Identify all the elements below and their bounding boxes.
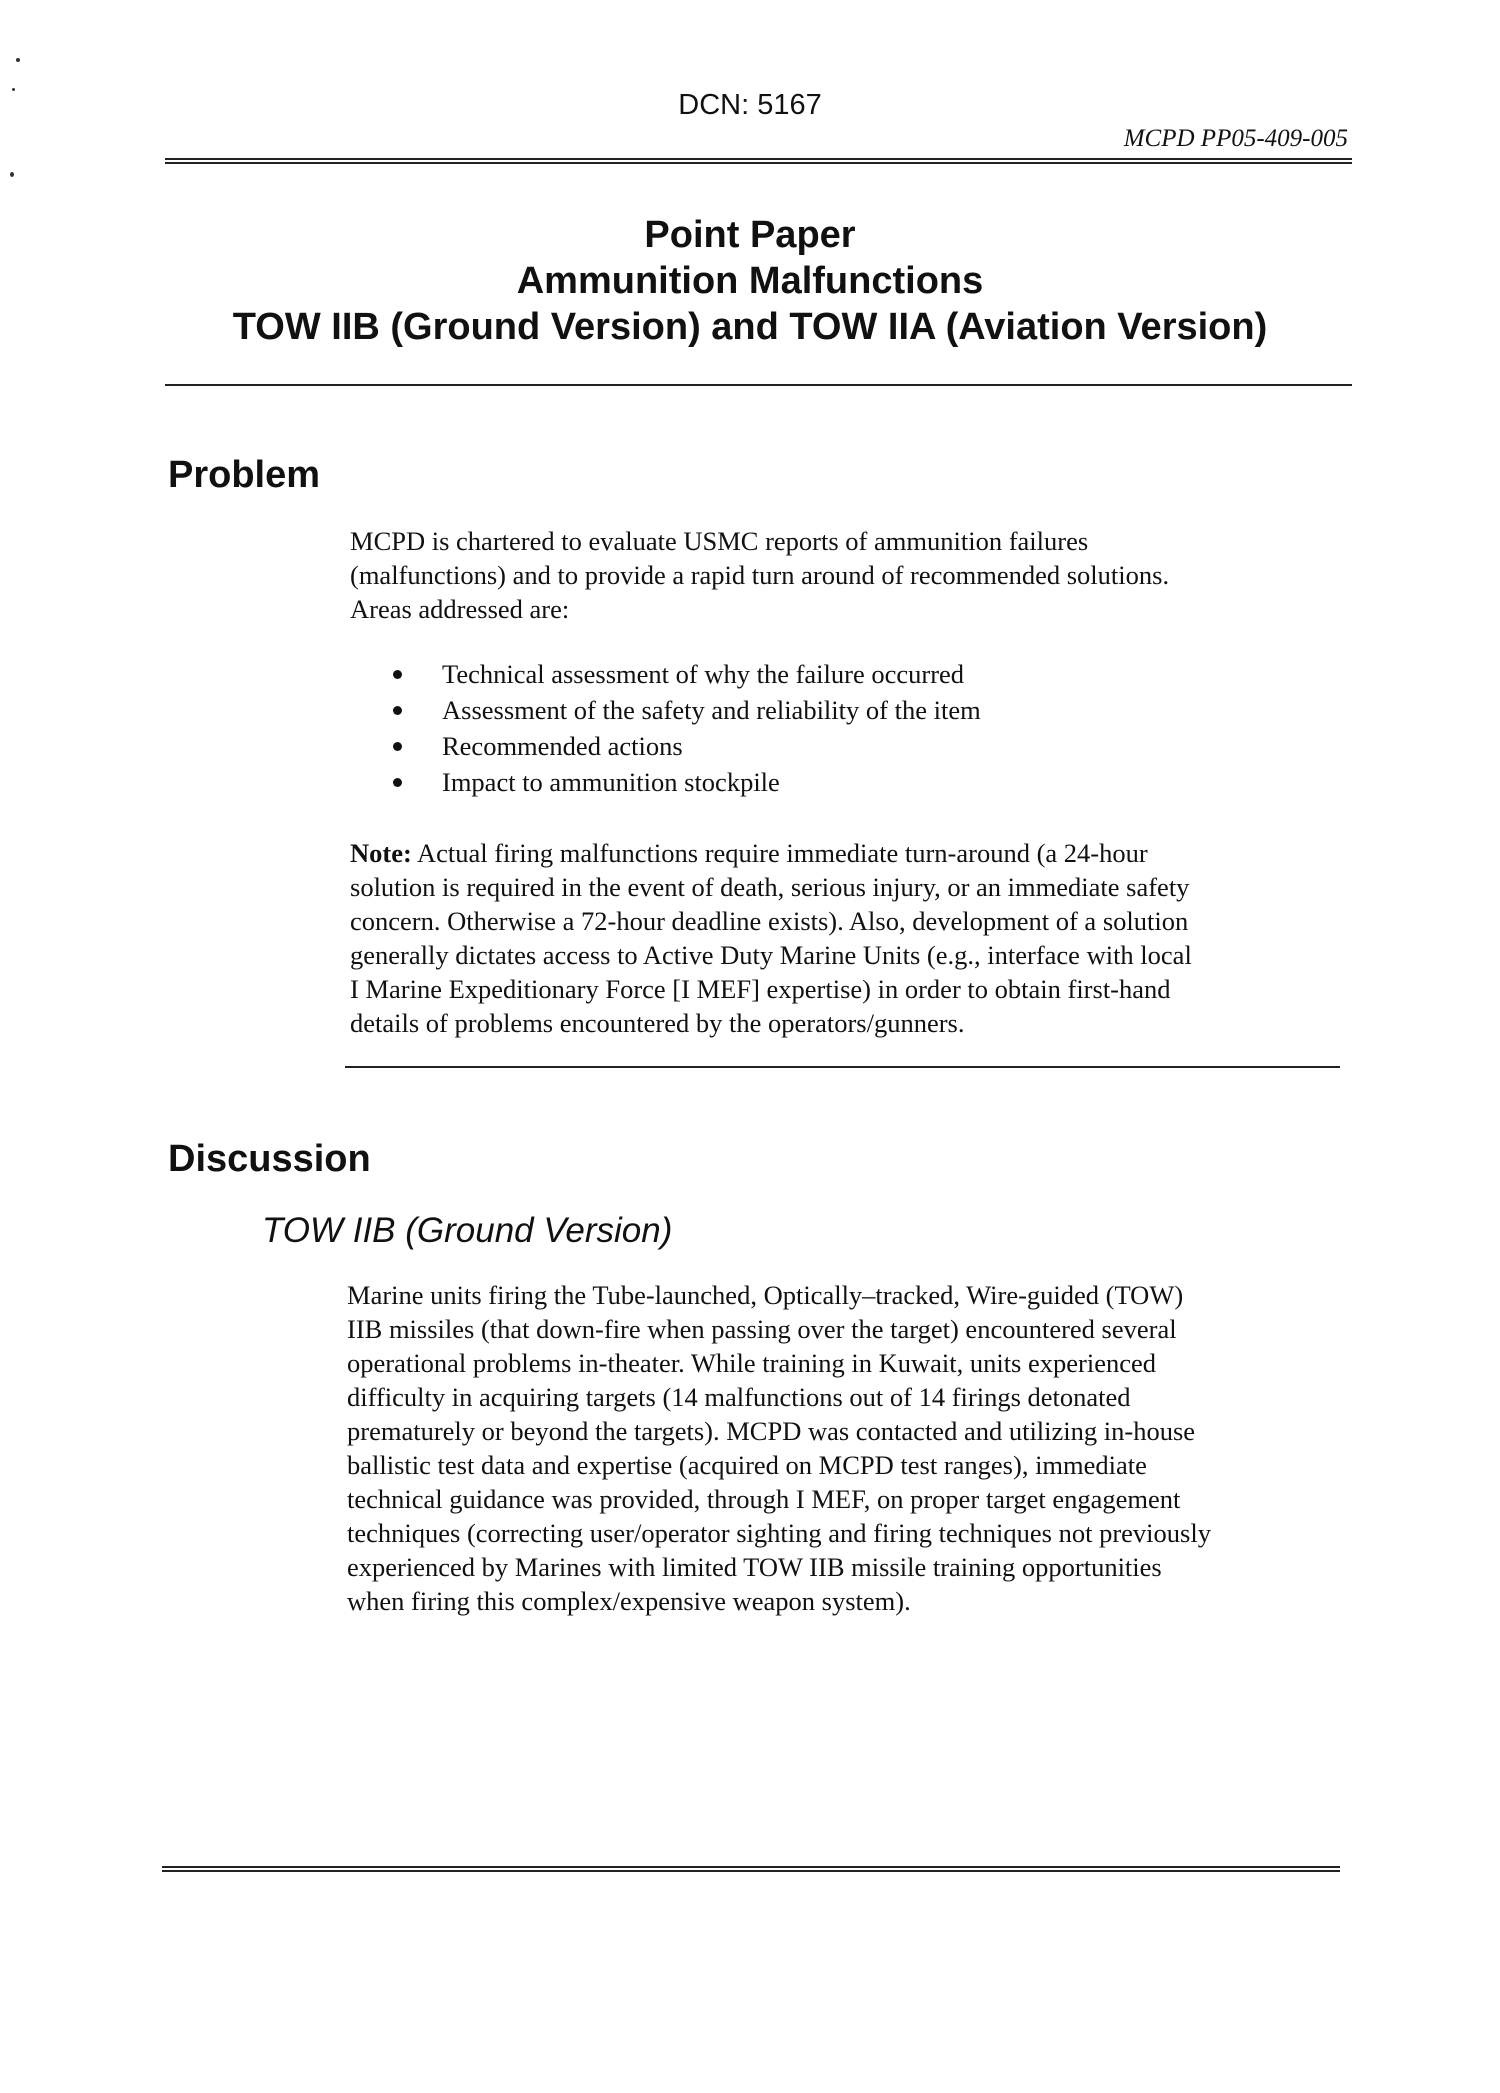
- bullet-icon: [393, 778, 402, 787]
- note-line: solution is required in the event of death, serious injury, or an immediate safety: [350, 872, 1190, 902]
- title-block: [0, 212, 1500, 350]
- bullet-icon: [393, 706, 402, 715]
- problem-intro-line: MCPD is chartered to evaluate USMC reports of ammunition failures: [350, 526, 1089, 556]
- discussion-line: operational problems in-theater. While training in Kuwait, units experienced: [347, 1348, 1156, 1378]
- note-text: Actual firing malfunctions require immediate turn-around (a 24-hour: [411, 838, 1148, 868]
- title-line-1: Point Paper: [644, 214, 856, 256]
- problem-heading: Problem: [168, 454, 321, 496]
- problem-note: [350, 836, 1340, 1040]
- title-line-2: Ammunition Malfunctions: [516, 260, 984, 302]
- note-line: generally dictates access to Active Duty Marine Units (e.g., interface with local: [350, 940, 1192, 970]
- note-line: details of problems encountered by the operators/gunners.: [350, 1008, 965, 1038]
- note-label: Note:: [350, 838, 412, 868]
- discussion-line: when firing this complex/expensive weapon system).: [347, 1586, 911, 1616]
- problem-intro-line: (malfunctions) and to provide a rapid turn around of recommended solutions.: [350, 560, 1170, 590]
- document-id: MCPD PP05-409-005: [1123, 125, 1348, 152]
- discussion-line: ballistic test data and expertise (acquired on MCPD test ranges), immediate: [347, 1450, 1147, 1480]
- discussion-line: techniques (correcting user/operator sighting and firing techniques not previously: [347, 1518, 1211, 1548]
- bullet-text: Assessment of the safety and reliability of the item: [442, 695, 981, 725]
- discussion-heading: Discussion: [168, 1138, 371, 1180]
- title-rule: [165, 384, 1352, 386]
- discussion-line: prematurely or beyond the targets). MCPD was contacted and utilizing in-house: [347, 1416, 1196, 1446]
- discussion-line: Marine units firing the Tube-launched, Optically–tracked, Wire-guided (TOW): [347, 1280, 1184, 1310]
- problem-end-rule: [345, 1066, 1340, 1068]
- scan-speck: [12, 88, 15, 91]
- problem-intro: [350, 524, 1340, 626]
- note-line: concern. Otherwise a 72-hour deadline exists). Also, development of a solution: [350, 906, 1189, 936]
- bullet-item: [390, 764, 981, 800]
- scan-speck: [10, 172, 14, 177]
- discussion-paragraph: [347, 1278, 1337, 1618]
- problem-intro-line: Areas addressed are:: [350, 594, 570, 624]
- bullet-text: Impact to ammunition stockpile: [442, 767, 780, 797]
- bullet-text: Recommended actions: [442, 731, 683, 761]
- footer-rule: [162, 1866, 1340, 1872]
- header-rule: [165, 158, 1352, 164]
- note-line: [350, 836, 1340, 870]
- bullet-icon: [393, 670, 402, 679]
- problem-bullet-list: [390, 656, 981, 800]
- title-line-3: TOW IIB (Ground Version) and TOW IIA (Aviation Version): [232, 306, 1268, 348]
- bullet-item: [390, 656, 981, 692]
- discussion-line: experienced by Marines with limited TOW IIB missile training opportunities: [347, 1552, 1162, 1582]
- discussion-line: technical guidance was provided, through I MEF, on proper target engagement: [347, 1484, 1181, 1514]
- bullet-text: Technical assessment of why the failure occurred: [442, 659, 965, 689]
- note-line: I Marine Expeditionary Force [I MEF] expertise) in order to obtain first-hand: [350, 974, 1171, 1004]
- discussion-subheading: TOW IIB (Ground Version): [262, 1211, 673, 1250]
- discussion-line: IIB missiles (that down-fire when passing over the target) encountered several: [347, 1314, 1177, 1344]
- scan-speck: [16, 58, 20, 62]
- discussion-line: difficulty in acquiring targets (14 malfunctions out of 14 firings detonated: [347, 1382, 1131, 1412]
- bullet-item: [390, 728, 981, 764]
- dcn-label: DCN: 5167: [678, 89, 822, 121]
- bullet-item: [390, 692, 981, 728]
- bullet-icon: [393, 742, 402, 751]
